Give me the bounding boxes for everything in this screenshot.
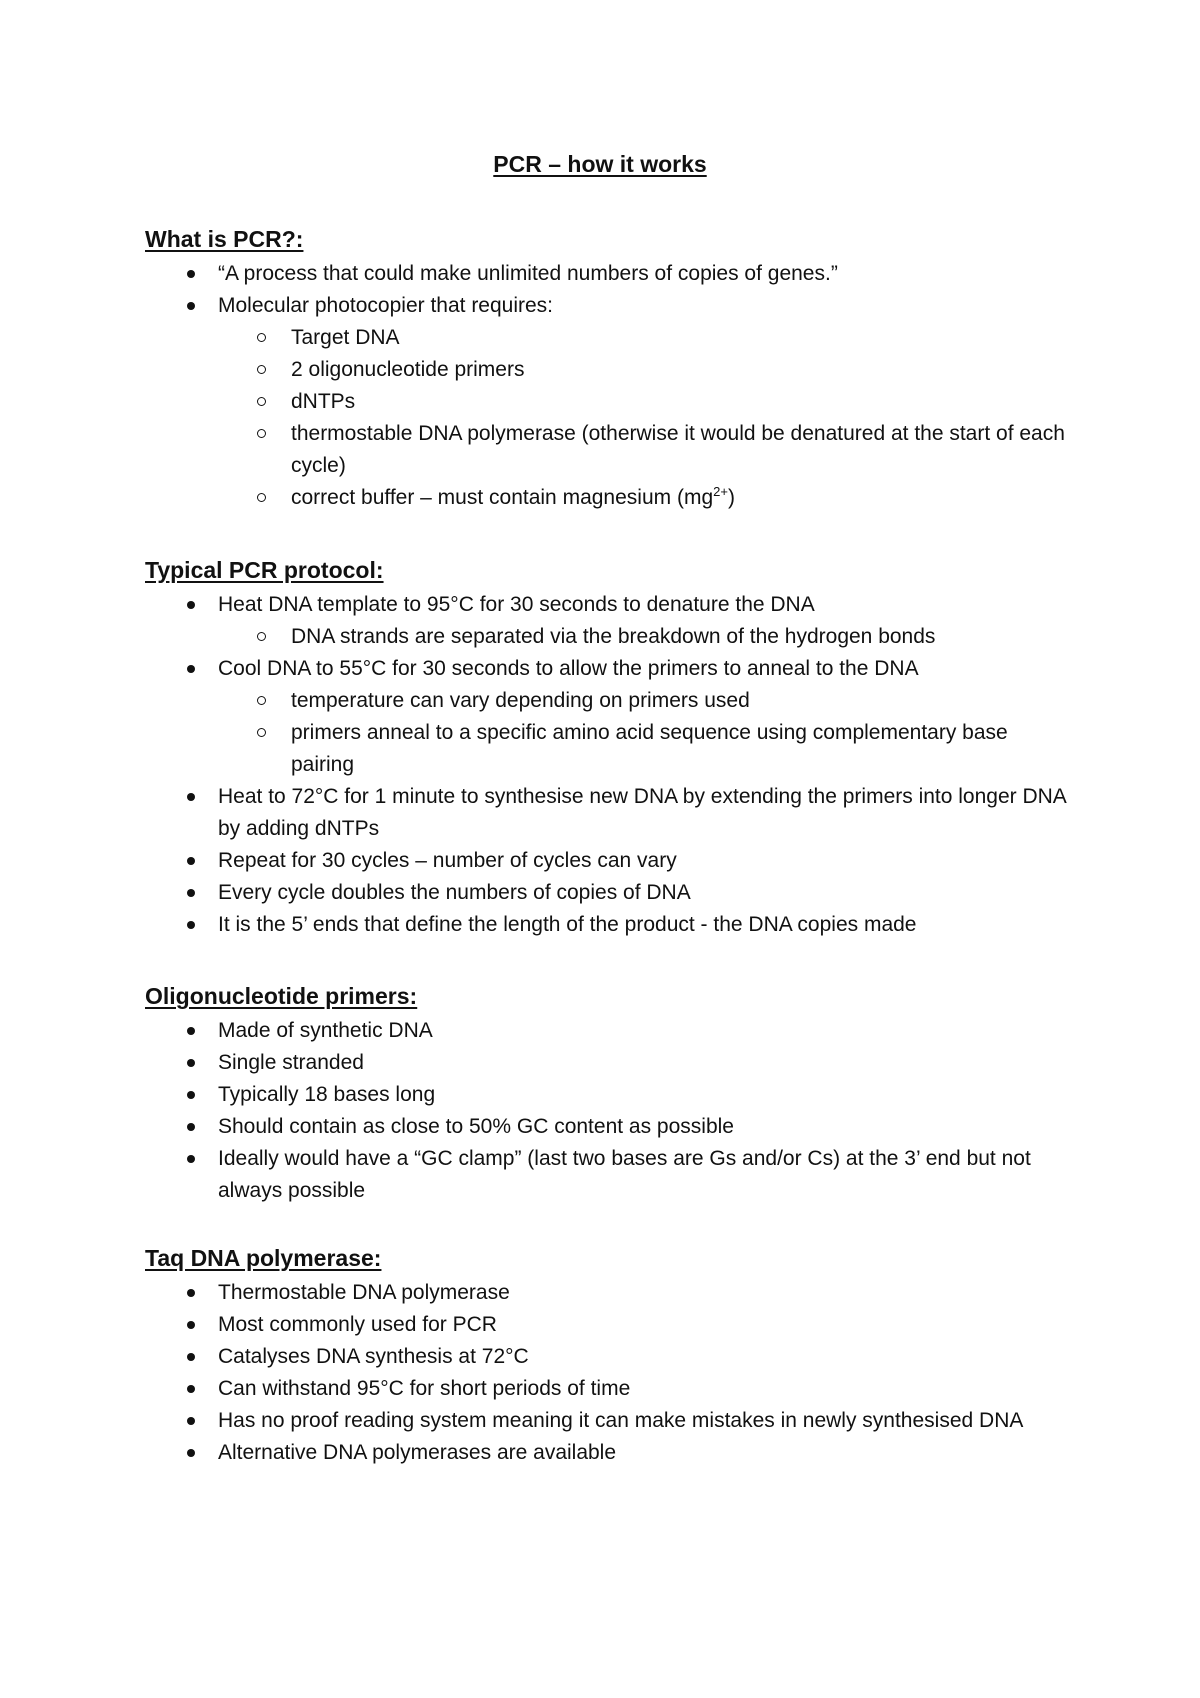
sub-list-item-text: temperature can vary depending on primers used <box>291 689 750 712</box>
list-item-text: Made of synthetic DNA <box>218 1019 433 1042</box>
section-heading-typical-pcr-protocol: Typical PCR protocol: <box>145 557 384 583</box>
list-item-text: Can withstand 95°C for short periods of time <box>218 1377 631 1400</box>
sub-list-item <box>218 354 1075 386</box>
list-item-text: Most commonly used for PCR <box>218 1313 497 1336</box>
hollow-bullet-icon <box>257 632 266 641</box>
bullet-icon <box>187 921 195 929</box>
list-item-text: Every cycle doubles the numbers of copies of DNA <box>218 881 691 904</box>
list-item-text: Cool DNA to 55°C for 30 seconds to allow the primers to anneal to the DNA <box>218 657 919 680</box>
document-title: PCR – how it works <box>493 151 707 177</box>
sub-list-item <box>218 685 1075 717</box>
list-item-text: Single stranded <box>218 1051 364 1074</box>
list-item-text: Thermostable DNA polymerase <box>218 1281 510 1304</box>
list-item <box>145 909 1075 941</box>
bullet-icon <box>187 1385 195 1393</box>
list-item <box>145 1341 1075 1373</box>
list-item-text: Heat to 72°C for 1 minute to synthesise new DNA by extending the primers into longer DNA by adding dNTPs <box>218 785 1066 840</box>
bullet-icon <box>187 889 195 897</box>
section-heading-taq-dna-polymerase: Taq DNA polymerase: <box>145 1245 382 1271</box>
list-item <box>145 1277 1075 1309</box>
bullet-list <box>145 1277 1075 1469</box>
list-item <box>145 258 1075 290</box>
list-item <box>145 1111 1075 1143</box>
sub-list-item <box>218 418 1075 482</box>
list-item <box>145 845 1075 877</box>
list-item-text: Molecular photocopier that requires: <box>218 294 554 317</box>
list-item-text: Typically 18 bases long <box>218 1083 436 1106</box>
sub-list-item-text: Target DNA <box>291 326 400 349</box>
bullet-list <box>145 589 1075 941</box>
list-item <box>145 1373 1075 1405</box>
list-item <box>145 1079 1075 1111</box>
sub-list-item <box>218 482 1075 514</box>
bullet-icon <box>187 1123 195 1131</box>
sub-list-item <box>218 621 1075 653</box>
list-item <box>145 1437 1075 1469</box>
list-item <box>145 781 1075 845</box>
bullet-icon <box>187 1353 195 1361</box>
section-oligonucleotide-primers <box>145 981 1075 1207</box>
sub-list-item <box>218 322 1075 354</box>
sub-list-item-text: dNTPs <box>291 390 356 413</box>
list-item <box>145 1015 1075 1047</box>
bullet-icon <box>187 1321 195 1329</box>
list-item-text: Catalyses DNA synthesis at 72°C <box>218 1345 529 1368</box>
bullet-icon <box>187 857 195 865</box>
list-item-text: “A process that could make unlimited numbers of copies of genes.” <box>218 262 838 285</box>
section-heading-oligonucleotide-primers: Oligonucleotide primers: <box>145 983 418 1009</box>
list-item <box>145 877 1075 909</box>
hollow-bullet-icon <box>257 493 266 502</box>
list-item-text: Alternative DNA polymerases are available <box>218 1441 617 1464</box>
bullet-list <box>145 258 1075 514</box>
bullet-icon <box>187 302 195 310</box>
list-item-text: Heat DNA template to 95°C for 30 seconds to denature the DNA <box>218 593 815 616</box>
bullet-icon <box>187 601 195 609</box>
list-item <box>145 1047 1075 1079</box>
list-item-text: It is the 5’ ends that define the length of the product - the DNA copies made <box>218 913 917 936</box>
bullet-icon <box>187 1027 195 1035</box>
section-taq-dna-polymerase <box>145 1243 1075 1469</box>
list-item <box>145 1405 1075 1437</box>
sub-list <box>218 322 1075 514</box>
buffer-text: correct buffer – must contain magnesium (mg <box>291 486 714 509</box>
section-typical-pcr-protocol <box>145 555 1075 941</box>
bullet-icon <box>187 1155 195 1163</box>
bullet-icon <box>187 1417 195 1425</box>
bullet-icon <box>187 1059 195 1067</box>
sub-list-item-text <box>291 486 735 509</box>
hollow-bullet-icon <box>257 365 266 374</box>
list-item <box>145 653 1075 781</box>
bullet-icon <box>187 270 195 278</box>
hollow-bullet-icon <box>257 333 266 342</box>
bullet-list <box>145 1015 1075 1207</box>
list-item <box>145 1309 1075 1341</box>
sub-list-item-text: 2 oligonucleotide primers <box>291 358 525 381</box>
buffer-text-close: ) <box>727 486 735 509</box>
list-item-text: Should contain as close to 50% GC content as possible <box>218 1115 734 1138</box>
hollow-bullet-icon <box>257 397 266 406</box>
sub-list-item-text: primers anneal to a specific amino acid sequence using complementary base pairing <box>291 721 1008 776</box>
section-heading-what-is-pcr: What is PCR?: <box>145 226 304 252</box>
list-item-text: Ideally would have a “GC clamp” (last two bases are Gs and/or Cs) at the 3’ end but not always possible <box>218 1147 1031 1202</box>
bullet-icon <box>187 1449 195 1457</box>
section-what-is-pcr <box>145 224 1075 514</box>
bullet-icon <box>187 665 195 673</box>
bullet-icon <box>187 1289 195 1297</box>
sub-list-item <box>218 386 1075 418</box>
sub-list <box>218 685 1075 781</box>
list-item <box>145 589 1075 653</box>
hollow-bullet-icon <box>257 728 266 737</box>
list-item-text: Has no proof reading system meaning it can make mistakes in newly synthesised DNA <box>218 1409 1024 1432</box>
bullet-icon <box>187 793 195 801</box>
bullet-icon <box>187 1091 195 1099</box>
magnesium-charge: 2+ <box>713 484 728 499</box>
list-item <box>145 290 1075 514</box>
hollow-bullet-icon <box>257 429 266 438</box>
hollow-bullet-icon <box>257 696 266 705</box>
list-item <box>145 1143 1075 1207</box>
sub-list <box>218 621 1075 653</box>
list-item-text: Repeat for 30 cycles – number of cycles can vary <box>218 849 677 872</box>
sub-list-item-text: DNA strands are separated via the breakdown of the hydrogen bonds <box>291 625 936 648</box>
sub-list-item <box>218 717 1075 781</box>
sub-list-item-text: thermostable DNA polymerase (otherwise it would be denatured at the start of each cycle) <box>291 422 1065 477</box>
